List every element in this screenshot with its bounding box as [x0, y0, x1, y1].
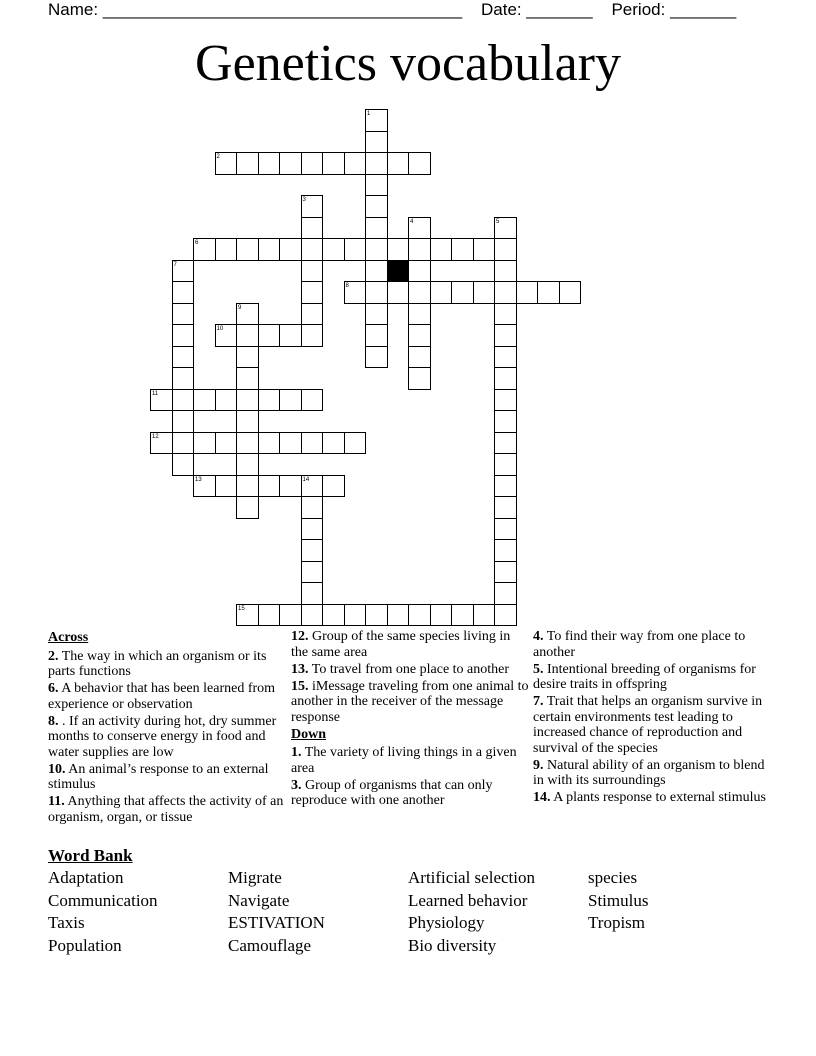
grid-cell[interactable] — [473, 281, 496, 304]
grid-cell[interactable] — [301, 518, 324, 541]
clue — [533, 694, 771, 756]
grid-cell[interactable] — [494, 324, 517, 347]
grid-cell[interactable] — [494, 518, 517, 541]
clue — [533, 758, 771, 789]
grid-cell[interactable] — [387, 152, 410, 175]
grid-cell[interactable] — [430, 238, 453, 261]
clue-text: The variety of living things in a given area — [291, 745, 517, 776]
word-bank-item: Adaptation — [48, 868, 124, 887]
clue — [48, 714, 286, 761]
grid-cell[interactable] — [258, 604, 281, 627]
grid-cell[interactable] — [301, 539, 324, 562]
grid-cell[interactable] — [408, 260, 431, 283]
grid-cell[interactable] — [279, 604, 302, 627]
clue-number: 9 — [238, 304, 242, 311]
grid-cell[interactable] — [236, 346, 259, 369]
grid-cell[interactable] — [494, 561, 517, 584]
across-heading: Across — [48, 630, 89, 645]
clue-number: 3 — [302, 197, 306, 203]
grid-cell[interactable] — [344, 604, 367, 627]
clue — [291, 778, 529, 809]
grid-cell[interactable] — [236, 367, 259, 390]
clue-number: 11 — [152, 390, 159, 397]
grid-cell[interactable] — [301, 303, 324, 326]
clue-number-label: 14. — [533, 790, 551, 805]
grid-cell[interactable] — [236, 496, 259, 519]
clue-number-label: 3. — [291, 777, 302, 793]
grid-cell[interactable] — [408, 238, 431, 261]
grid-cell[interactable] — [215, 432, 238, 455]
grid-cell[interactable] — [279, 324, 302, 347]
grid-cell[interactable] — [236, 432, 259, 455]
grid-cell[interactable] — [387, 604, 410, 627]
grid-cell[interactable] — [236, 453, 259, 476]
clue — [48, 762, 286, 793]
clue-text: Group of the same species living in the same area — [291, 629, 511, 660]
grid-cell[interactable] — [279, 238, 302, 261]
grid-cell[interactable] — [322, 432, 345, 455]
clue-number: 14 — [302, 476, 310, 483]
grid-cell[interactable] — [494, 367, 517, 390]
clue-number-label: 13. — [291, 661, 309, 677]
clue-number-label: 12. — [291, 629, 309, 644]
grid-cell[interactable] — [494, 281, 517, 304]
grid-cell[interactable] — [172, 367, 195, 390]
grid-cell[interactable] — [473, 238, 496, 261]
clue-number-label: 6. — [48, 681, 59, 696]
grid-cell[interactable] — [236, 238, 259, 261]
grid-cell[interactable] — [322, 604, 345, 627]
clue — [48, 681, 286, 712]
grid-cell[interactable] — [365, 346, 388, 369]
grid-cell[interactable] — [301, 432, 324, 455]
grid-cell[interactable] — [494, 410, 517, 433]
grid-cell[interactable] — [344, 432, 367, 455]
clue-number: 8 — [345, 283, 349, 289]
clue-text: Intentional breeding of organisms for desire traits in offspring — [533, 661, 756, 692]
grid-cell[interactable] — [236, 324, 259, 347]
clue-number: 15 — [238, 605, 245, 612]
clue-text: Trait that helps an organism survive in certain environments test leading to increased chance of reproduction and survival of the species — [533, 694, 763, 756]
grid-cell[interactable] — [322, 238, 345, 261]
grid-cell[interactable] — [365, 303, 388, 326]
clue-text: To find their way from one place to another — [533, 629, 746, 660]
grid-cell[interactable] — [365, 604, 388, 627]
date-label: Date: — [481, 0, 522, 19]
grid-cell[interactable] — [408, 152, 431, 175]
clue — [533, 790, 771, 806]
grid-cell[interactable] — [279, 389, 302, 412]
grid-cell[interactable] — [451, 281, 474, 304]
grid-cell[interactable] — [172, 432, 195, 455]
grid-cell[interactable] — [494, 432, 517, 455]
grid-cell[interactable] — [258, 432, 281, 455]
clue-text: Natural ability of an organism to blend in with its surroundings — [533, 757, 765, 788]
word-bank-item: ESTIVATION — [228, 913, 325, 933]
word-bank-item: species — [588, 868, 638, 887]
word-bank-item: Stimulus — [588, 890, 649, 910]
clue-number-label: 10. — [48, 761, 66, 777]
grid-cell[interactable] — [258, 475, 281, 498]
grid-cell[interactable] — [172, 303, 195, 326]
grid-cell[interactable] — [494, 604, 517, 627]
grid-cell[interactable] — [301, 604, 324, 627]
clue-text: Anything that affects the activity of an organism, organ, or tissue — [48, 794, 284, 825]
grid-cell[interactable] — [258, 324, 281, 347]
grid-cell[interactable] — [172, 453, 195, 476]
clue — [533, 662, 771, 693]
grid-cell[interactable] — [322, 475, 345, 498]
grid-cell[interactable] — [322, 152, 345, 175]
grid-cell[interactable] — [365, 324, 388, 347]
word-bank-item: Tropism — [588, 913, 646, 933]
grid-cell[interactable] — [408, 303, 431, 326]
grid-cell[interactable] — [258, 238, 281, 261]
grid-cell[interactable] — [494, 260, 517, 283]
grid-cell[interactable] — [172, 324, 195, 347]
grid-cell[interactable] — [279, 432, 302, 455]
period-line[interactable]: _______ — [670, 0, 737, 19]
grid-cell[interactable] — [172, 346, 195, 369]
grid-cell[interactable] — [494, 539, 517, 562]
clue-number-label: 4. — [533, 629, 544, 644]
clue — [48, 649, 286, 680]
grid-cell[interactable] — [365, 152, 388, 175]
clue-text: A plants response to external stimulus — [553, 790, 766, 805]
name-label: Name: — [48, 0, 99, 19]
grid-cell[interactable] — [365, 195, 388, 218]
grid-cell[interactable] — [301, 324, 324, 347]
grid-cell[interactable] — [494, 238, 517, 261]
word-bank-item: Physiology — [408, 913, 485, 933]
grid-cell[interactable] — [408, 281, 431, 304]
grid-cell[interactable] — [301, 281, 324, 304]
clue-number: 13 — [195, 476, 202, 483]
clue — [291, 629, 529, 660]
clue-number: 1 — [367, 111, 371, 117]
grid-cell[interactable] — [215, 238, 238, 261]
clue-text: iMessage traveling from one animal to another in the receiver of the message response — [291, 678, 529, 725]
clue-number: 12 — [152, 433, 159, 440]
grid-cell[interactable] — [365, 238, 388, 261]
grid-cell[interactable] — [494, 389, 517, 412]
clue-text: A behavior that has been learned from experience or observation — [48, 681, 276, 712]
name-line[interactable]: ______________________________________ — [102, 0, 463, 19]
clue-number-label: 1. — [291, 745, 302, 760]
grid-cell[interactable] — [301, 152, 324, 175]
clue — [291, 679, 529, 726]
grid-cell[interactable] — [215, 389, 238, 412]
grid-cell[interactable] — [494, 582, 517, 605]
down-heading: Down — [291, 726, 327, 742]
grid-cell[interactable] — [451, 238, 474, 261]
grid-cell[interactable] — [559, 281, 582, 304]
period-label: Period: — [611, 0, 666, 19]
grid-cell[interactable] — [344, 238, 367, 261]
word-bank-item: Taxis — [48, 913, 85, 933]
word-bank-item: Migrate — [228, 868, 282, 887]
grid-cell[interactable] — [258, 389, 281, 412]
grid-cell[interactable] — [172, 410, 195, 433]
clue-number-label: 15. — [291, 678, 309, 694]
grid-cell[interactable] — [258, 152, 281, 175]
clue-number-label: 7. — [533, 694, 544, 709]
grid-cell[interactable] — [301, 561, 324, 584]
date-line[interactable]: _______ — [526, 0, 593, 19]
grid-cell[interactable] — [365, 174, 388, 197]
grid-cell[interactable] — [408, 324, 431, 347]
grid-cell[interactable] — [473, 604, 496, 627]
word-bank-item: Artificial selection — [408, 868, 535, 887]
grid-cell[interactable] — [494, 496, 517, 519]
clue — [533, 629, 771, 660]
clue-number: 7 — [173, 261, 177, 268]
grid-cell[interactable] — [365, 260, 388, 283]
grid-cell[interactable] — [537, 281, 560, 304]
grid-cell[interactable] — [430, 281, 453, 304]
grid-cell[interactable] — [236, 152, 259, 175]
grid-cell[interactable] — [301, 389, 324, 412]
clue-text: . If an activity during hot, dry summer months to conserve energy in food and water supplies are low — [48, 713, 277, 760]
clue-number-label: 9. — [533, 757, 544, 773]
grid-cell[interactable] — [365, 131, 388, 154]
grid-cell[interactable] — [387, 238, 410, 261]
clues-column-3 — [533, 629, 771, 807]
clues-column-1 — [48, 629, 286, 827]
page-title: Genetics vocabulary — [195, 35, 621, 92]
grid-cell[interactable] — [408, 367, 431, 390]
grid-cell[interactable] — [344, 152, 367, 175]
grid-cell[interactable] — [301, 582, 324, 605]
clue-text: To travel from one place to another — [311, 661, 510, 677]
grid-cell[interactable] — [408, 346, 431, 369]
grid-cell[interactable] — [236, 389, 259, 412]
clue-number: 5 — [496, 218, 500, 225]
grid-cell[interactable] — [279, 152, 302, 175]
clue — [291, 745, 529, 776]
clue-number: 10 — [216, 326, 224, 332]
clue-text: An animal’s response to an external stimulus — [48, 761, 269, 792]
grid-cell[interactable] — [215, 475, 238, 498]
clue-number-label: 8. — [48, 713, 59, 729]
clue-number-label: 2. — [48, 648, 59, 664]
grid-cell[interactable] — [365, 281, 388, 304]
clue-number-label: 5. — [533, 661, 544, 677]
grid-cell[interactable] — [301, 217, 324, 240]
clue — [48, 794, 286, 825]
grid-cell[interactable] — [494, 303, 517, 326]
word-bank-item: Navigate — [228, 890, 290, 910]
grid-cell[interactable] — [279, 475, 302, 498]
clue-number: 6 — [195, 240, 199, 246]
grid-cell[interactable] — [172, 389, 195, 412]
word-bank-item: Bio diversity — [408, 936, 497, 956]
clue-text: The way in which an organism or its parts functions — [48, 648, 267, 679]
word-bank-item: Learned behavior — [408, 890, 528, 910]
clues-column-2 — [291, 629, 529, 810]
grid-cell[interactable] — [193, 389, 216, 412]
grid-cell[interactable] — [236, 410, 259, 433]
grid-cell[interactable] — [301, 238, 324, 261]
word-bank-item: Population — [48, 936, 122, 956]
word-bank-item: Communication — [48, 890, 158, 910]
grid-cell[interactable] — [408, 604, 431, 627]
word-bank-title: Word Bank — [48, 846, 133, 865]
clue-text: Group of organisms that can only reproduce with one another — [291, 777, 493, 808]
grid-cell[interactable] — [451, 604, 474, 627]
grid-cell[interactable] — [494, 453, 517, 476]
grid-cell[interactable] — [236, 475, 259, 498]
grid-cell[interactable] — [172, 281, 195, 304]
grid-cell[interactable] — [494, 346, 517, 369]
grid-cell[interactable] — [365, 217, 388, 240]
clue-number: 2 — [216, 154, 220, 160]
grid-cell[interactable] — [387, 281, 410, 304]
clue-number-label: 11. — [48, 794, 65, 809]
grid-cell[interactable] — [301, 496, 324, 519]
clue — [291, 662, 529, 678]
grid-cell[interactable] — [301, 260, 324, 283]
grid-cell[interactable] — [516, 281, 539, 304]
word-bank-item: Camouflage — [228, 936, 312, 956]
clue-number: 4 — [410, 218, 414, 225]
blocked-cell — [387, 260, 410, 283]
grid-cell[interactable] — [494, 475, 517, 498]
grid-cell[interactable] — [430, 604, 453, 627]
grid-cell[interactable] — [193, 432, 216, 455]
